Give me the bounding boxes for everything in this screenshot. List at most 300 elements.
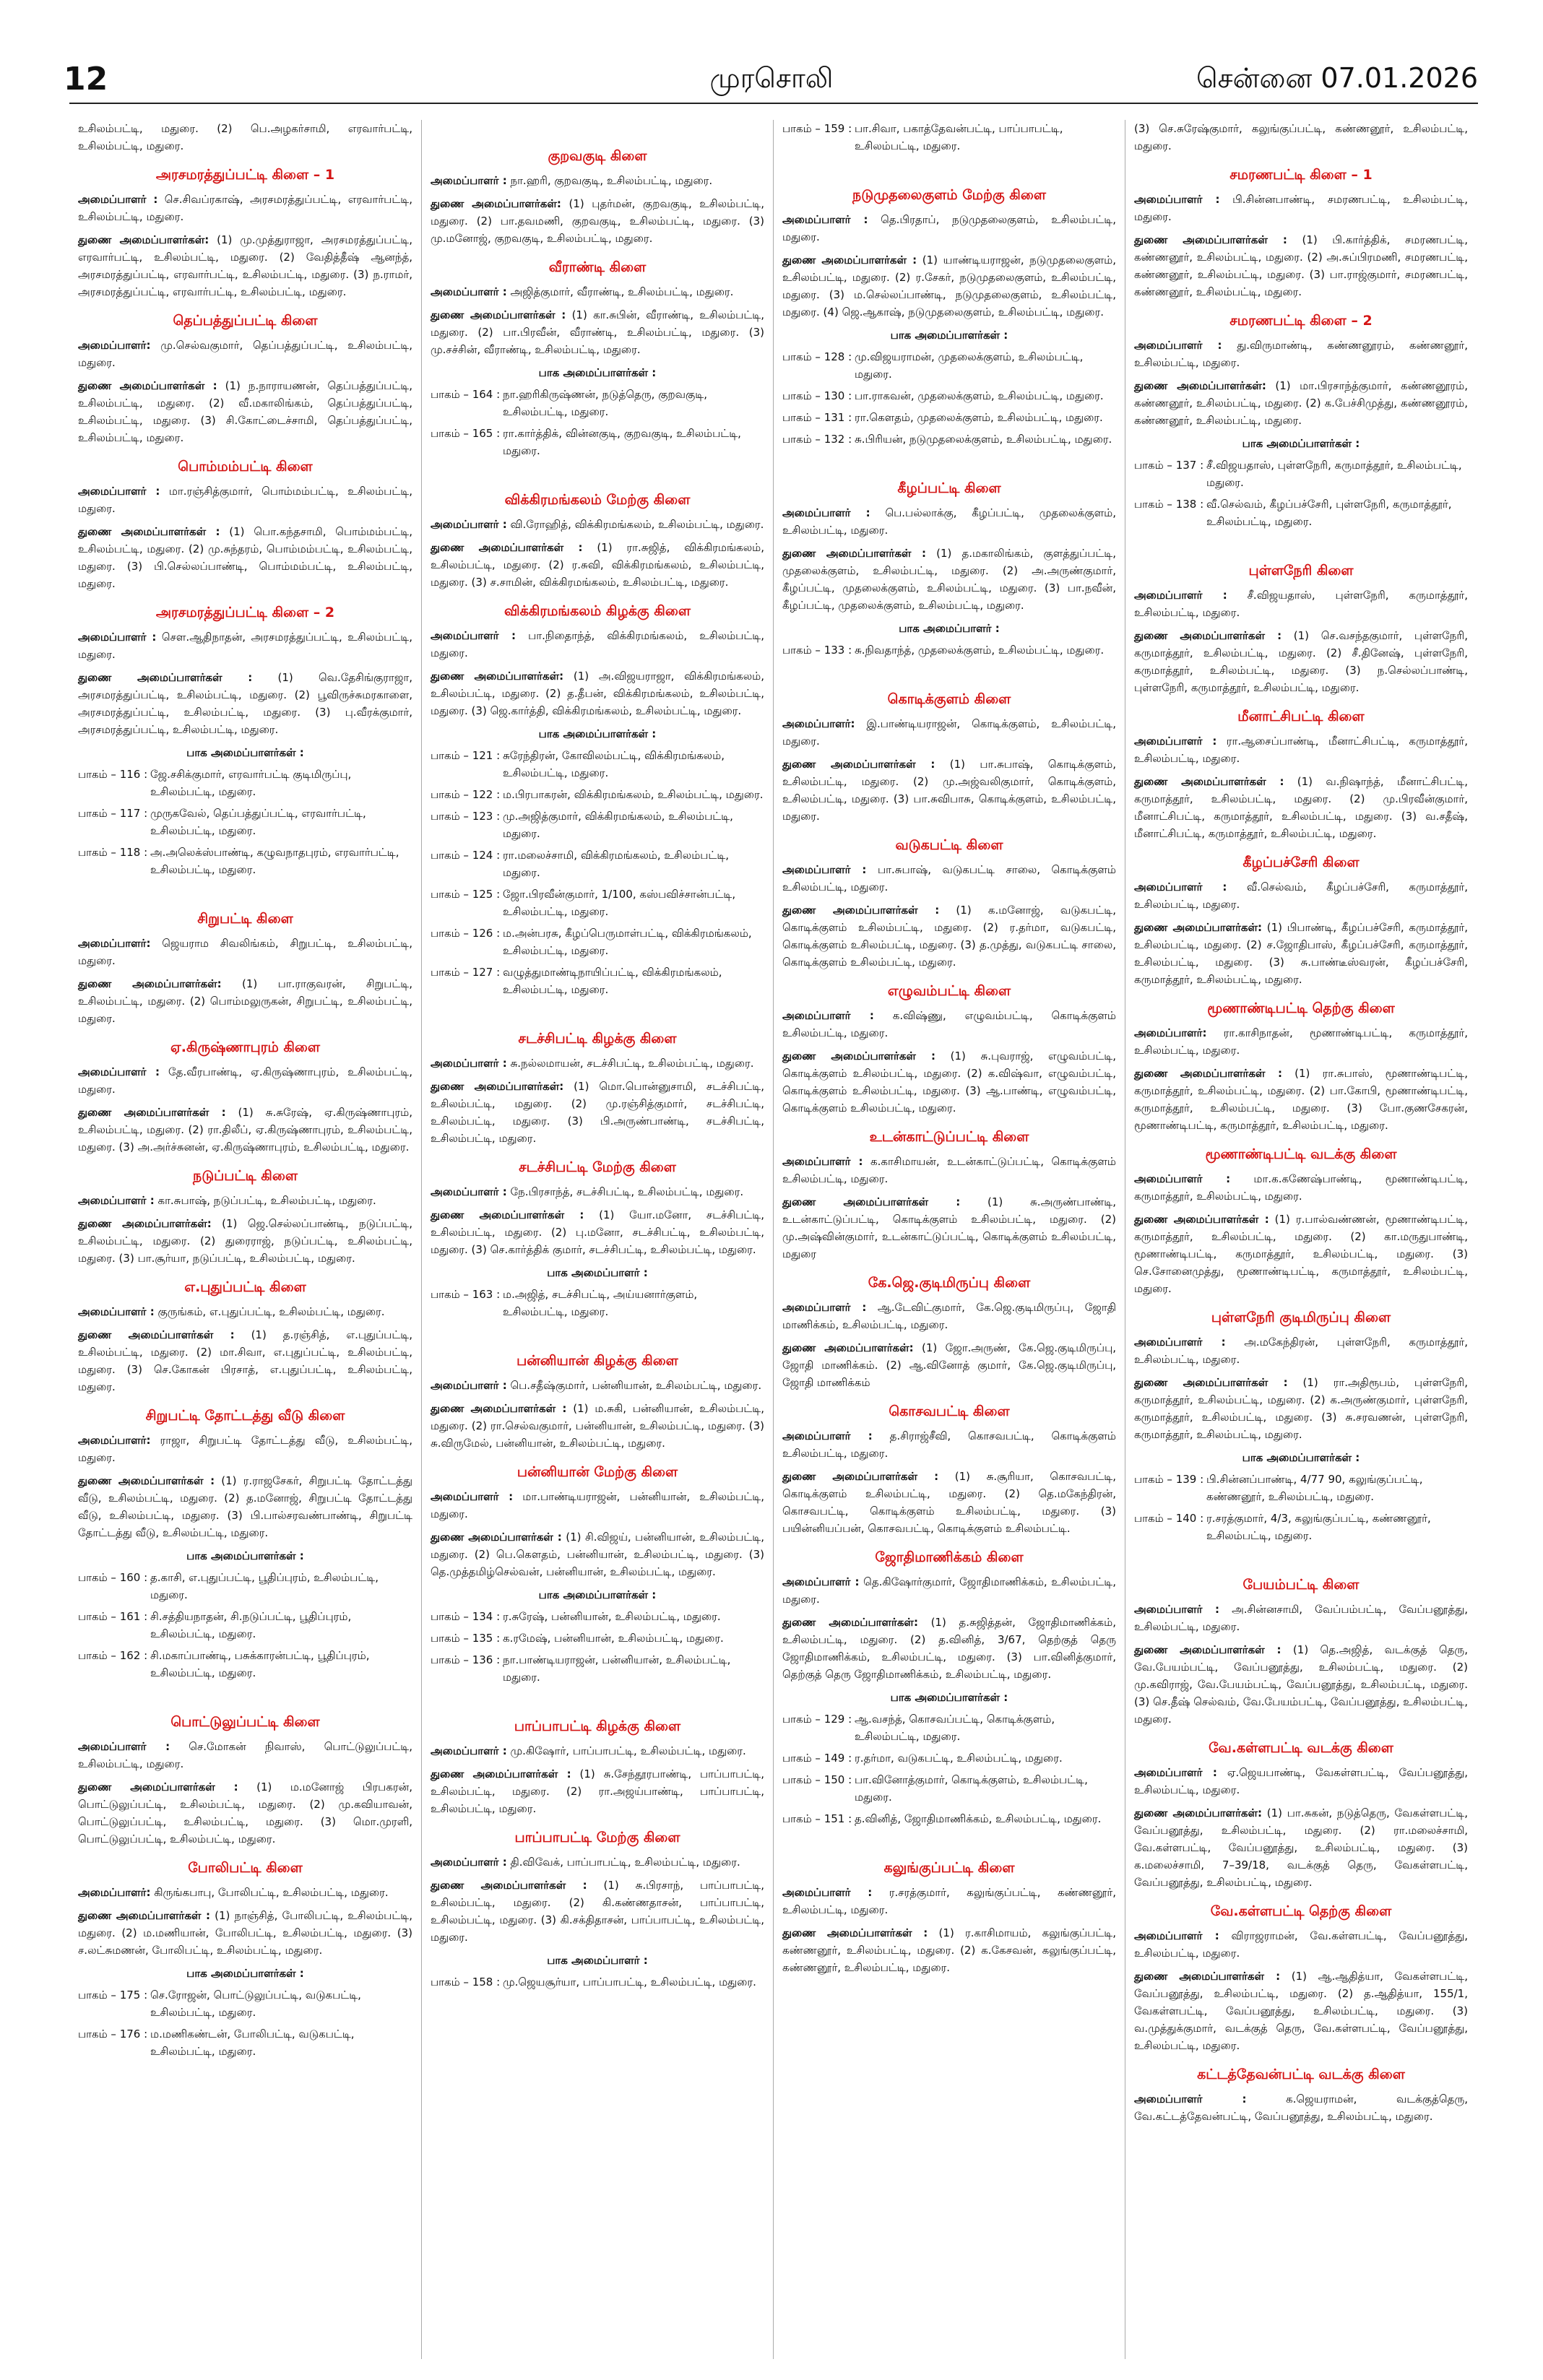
entry-text: பா.சுபாஷ், வடுகபட்டி சாலை, கொடிக்குளம் உசிலம்பட்டி, மதுரை. bbox=[782, 863, 1116, 893]
branch-heading: பொட்டுலுப்பட்டி கிளை bbox=[170, 1714, 320, 1730]
entry-text: தெ.பிரதாப், நடுமுதலைகுளம், உசிலம்பட்டி, மதுரை. bbox=[782, 213, 1116, 243]
role-label: அமைப்பாளர் : bbox=[431, 1490, 514, 1503]
branch-heading: வே.கள்ளபட்டி தெற்கு கிளை bbox=[1210, 1903, 1392, 1919]
entry-paragraph bbox=[1134, 878, 1468, 913]
entry-text: (1) சி.விஜய், பன்னியான், உசிலம்பட்டி, மதுரை. (2) பெ.கௌதம், பன்னியான், உசிலம்பட்டி, மதுரை. (3) தெ.முத்தமிழ்செல்வன், பன்னியான், உசிலம்பட்டி, மதுரை. bbox=[431, 1531, 764, 1578]
entry-text: (1) ந.நாராயணன், தெப்பத்துப்பட்டி, உசிலம்பட்டி, மதுரை. (2) வீ.மகாலிங்கம், தெப்பத்துப்பட்டி, உசிலம்பட்டி, மதுரை. (3) சி.கோட்டைச்சாமி, தெப்பத்துப்பட்டி, உசிலம்பட்டி, மதுரை. bbox=[78, 379, 412, 444]
booth-organizer: செ.ரோஜன், பொட்டுலுப்பட்டி, வடுகபட்டி, உசிலம்பட்டி, மதுரை. bbox=[150, 1989, 361, 2019]
entry-text: தே.வீரபாண்டி, ஏ.கிருஷ்ணாபுரம், உசிலம்பட்டி, மதுரை. bbox=[78, 1065, 412, 1096]
entry-text: (1) ர.காசிமாயம், கலுங்குப்பட்டி, கண்ணனூர், உசிலம்பட்டி, மதுரை. (2) க.கேசவன், கலுங்குப்பட்டி, கண்ணனூர், உசிலம்பட்டி, மதுரை. bbox=[782, 1926, 1116, 1974]
entry-paragraph bbox=[1134, 1968, 1468, 2054]
booth-organizer: பி.சின்னப்பாண்டி, 4/77 90, கலுங்குப்பட்டி, கண்ணனூர், உசிலம்பட்டி, மதுரை. bbox=[1206, 1473, 1423, 1503]
entry-text: நா.ஹரி, குறவகுடி, உசிலம்பட்டி, மதுரை. bbox=[506, 174, 713, 187]
entry-text: வீ.செல்வம், கீழப்பச்சேரி, கருமாத்தூர், உசிலம்பட்டி, மதுரை. bbox=[1134, 880, 1468, 911]
role-label: அமைப்பாளர் : bbox=[1134, 193, 1220, 206]
entry-text: ராஜா, சிறுபட்டி தோட்டத்து வீடு, உசிலம்பட்டி, மதுரை. bbox=[78, 1434, 412, 1464]
booth-organizer: ர.தர்மா, வடுகபட்டி, உசிலம்பட்டி, மதுரை. bbox=[855, 1752, 1063, 1765]
booth-entry bbox=[782, 641, 1116, 659]
entry-text: மு.செல்வகுமார், தெப்பத்துப்பட்டி, உசிலம்பட்டி, மதுரை. bbox=[78, 339, 412, 369]
booth-organizer: சு.பிரியன், நடுமுதலைக்குளம், உசிலம்பட்டி, மதுரை. bbox=[855, 433, 1112, 446]
booth-number: பாகம் – 139 : bbox=[1134, 1473, 1204, 1486]
role-label: துணை அமைப்பாளர்கள் : bbox=[782, 547, 927, 560]
booth-number: பாகம் – 123 : bbox=[431, 810, 501, 823]
booth-number: பாகம் – 175 : bbox=[78, 1989, 148, 2002]
booth-entry bbox=[782, 120, 1116, 155]
role-label: துணை அமைப்பாளர்கள் : bbox=[431, 1208, 584, 1221]
role-label: துணை அமைப்பாளர்கள் : bbox=[78, 525, 220, 538]
entry-paragraph bbox=[431, 1528, 764, 1580]
booth-entry bbox=[782, 1771, 1116, 1806]
entry-paragraph bbox=[782, 1468, 1116, 1537]
spacer bbox=[782, 159, 1116, 175]
entry-text: செ.சிவப்ரகாஷ், அரசமரத்துப்பட்டி, எரவார்பட்டி, உசிலம்பட்டி, மதுரை. bbox=[78, 193, 412, 223]
entry-text: (1) அ.விஜயராஜா, விக்கிரமங்கலம், உசிலம்பட்டி, மதுரை. (2) த.தீபன், விக்கிரமங்கலம், உசிலம்பட்டி, மதுரை. (3) ஜெ.கார்த்தி, விக்கிரமங்கலம், உசிலம்பட்டி, மதுரை. bbox=[431, 670, 765, 717]
entry-paragraph bbox=[431, 1853, 764, 1871]
entry-text: (1) த.ரஞ்சித், எ.புதுப்பட்டி, உசிலம்பட்டி, மதுரை. (2) மா.சிவா, எ.புதுப்பட்டி, உசிலம்பட்டி, மதுரை. (3) செ.கோகன் பிரசாத், எ.புதுப்பட்டி, உசிலம்பட்டி, மதுரை. bbox=[78, 1328, 412, 1393]
entry-paragraph bbox=[1134, 1024, 1468, 1059]
booth-entry bbox=[431, 964, 764, 998]
entry-paragraph bbox=[782, 504, 1116, 539]
booth-number: பாகம் – 121 : bbox=[431, 749, 501, 762]
entry-text: (1) சு.புவராஜ், எழுவம்பட்டி, கொடிக்குளம் உசிலம்பட்டி, மதுரை. (2) க.விஷ்வா, எழுவம்பட்டி, கொடிக்குளம் உசிலம்பட்டி, மதுரை. (3) ஆ.பாண்டி, எழுவம்பட்டி, கொடிக்குளம் உசிலம்பட்டி, மதுரை. bbox=[782, 1050, 1116, 1115]
entry-paragraph bbox=[431, 1206, 764, 1258]
branch-heading: பாப்பாபட்டி கிழக்கு கிளை bbox=[514, 1718, 681, 1734]
booth-organizer: ஜோ.பிரவீன்குமார், 1/100, கஸ்பவிச்சான்பட்டி, உசிலம்பட்டி, மதுரை. bbox=[503, 888, 736, 918]
page-number: 12 bbox=[64, 61, 108, 98]
branch-heading: ஏ.கிருஷ்ணாபுரம் கிளை bbox=[170, 1039, 321, 1055]
branch-heading: சிறுபட்டி தோட்டத்து வீடு கிளை bbox=[145, 1408, 345, 1424]
booth-organizer: பா.சிவா, பகாத்தேவன்பட்டி, பாப்பாபட்டி, உசிலம்பட்டி, மதுரை. bbox=[855, 122, 1063, 152]
booth-organizer: ம.அஜித், சடச்சிபட்டி, அய்யனார்குளம், உசிலம்பட்டி, மதுரை. bbox=[503, 1288, 698, 1318]
role-label: துணை அமைப்பாளர்கள்: bbox=[431, 670, 564, 683]
booth-number: பாகம் – 124 : bbox=[431, 849, 501, 862]
booth-number: பாகம் – 140 : bbox=[1134, 1512, 1204, 1525]
role-label: துணை அமைப்பாளர்கள் : bbox=[431, 308, 566, 321]
branch-heading: நடுமுதலைகுளம் மேற்கு கிளை bbox=[852, 187, 1046, 203]
entry-paragraph bbox=[782, 211, 1116, 246]
spacer bbox=[1134, 535, 1468, 550]
role-label: துணை அமைப்பாளர்கள் : bbox=[782, 1195, 961, 1208]
entry-text: (1) மு.முத்துராஜா, அரசமரத்துப்பட்டி, எரவார்பட்டி, உசிலம்பட்டி, மதுரை. (2) வேதித்தீஷ் ஆனந்த், அரசமரத்துப்பட்டி, எரவார்பட்டி, உசிலம்பட்டி, மதுரை. (3) ந.ராமர், அரசமரத்துப்பட்டி, எரவார்பட்டி, உசிலம்பட்டி, மதுரை. bbox=[78, 233, 412, 298]
role-label: அமைப்பாளர் : bbox=[78, 485, 160, 498]
booth-entry bbox=[78, 766, 412, 800]
entry-paragraph bbox=[1134, 627, 1468, 696]
role-label: அமைப்பாளர் : bbox=[782, 1301, 867, 1314]
role-label: துணை அமைப்பாளர்கள் : bbox=[431, 1879, 587, 1892]
spacer bbox=[431, 1003, 764, 1018]
role-label: துணை அமைப்பாளர்கள்: bbox=[1134, 379, 1266, 392]
spacer bbox=[431, 1690, 764, 1706]
booth-organizer: மு.அஜித்குமார், விக்கிரமங்கலம், உசிலம்பட்டி, மதுரை. bbox=[503, 810, 733, 840]
entry-text: ஏ.ஜெயபாண்டி, வேகள்ளபட்டி, வேப்பனூத்து, உசிலம்பட்டி, மதுரை. bbox=[1134, 1766, 1468, 1796]
booth-number: பாகம் – 117 : bbox=[78, 807, 148, 820]
role-label: துணை அமைப்பாளர்கள் : bbox=[1134, 1376, 1288, 1389]
role-label: அமைப்பாளர் : bbox=[1134, 339, 1222, 352]
role-label: அமைப்பாளர் : bbox=[1134, 1929, 1219, 1942]
entry-paragraph bbox=[78, 1472, 412, 1541]
booth-entry bbox=[782, 430, 1116, 448]
branch-heading: மீனாட்சிபட்டி கிளை bbox=[1237, 709, 1365, 724]
role-label: அமைப்பாளர் : bbox=[782, 1009, 874, 1022]
entry-text: (1) ஜெ.செல்லப்பாண்டி, நடுப்பட்டி, உசிலம்பட்டி, மதுரை. (2) துரைராஜ், நடுப்பட்டி, உசிலம்பட்டி, மதுரை. (3) பா.சூர்யா, நடுப்பட்டி, உசிலம்பட்டி, மதுரை. bbox=[78, 1217, 412, 1265]
entry-text: (1) ர.பால்வண்ணன், மூணாண்டிபட்டி, கருமாத்தூர், உசிலம்பட்டி, மதுரை. (2) கா.மருதுபாண்டி, மூணாண்டிபட்டி, கருமாத்தூர், உசிலம்பட்டி, மதுரை. (3) செ.சோனைமுத்து, மூணாண்டிபட்டி, கருமாத்தூர், உசிலம்பட்டி, மதுரை. bbox=[1134, 1213, 1468, 1295]
branch-heading: கீழப்பட்டி கிளை bbox=[897, 480, 1001, 496]
role-label: துணை அமைப்பாளர்கள் : bbox=[1134, 629, 1282, 642]
entry-text: தெ.கிஷோர்குமார், ஜோதிமாணிக்கம், உசிலம்பட்டி, மதுரை. bbox=[782, 1575, 1116, 1606]
entry-paragraph bbox=[1134, 732, 1468, 767]
entry-text: த.சிராஜ்சீவி, கொசவபட்டி, கொடிக்குளம் உசிலம்பட்டி, மதுரை. bbox=[782, 1429, 1116, 1460]
column-1 bbox=[69, 120, 421, 2359]
role-label: அமைப்பாளர் : bbox=[1134, 1172, 1231, 1185]
entry-paragraph bbox=[782, 1007, 1116, 1042]
branch-heading: கொடிக்குளம் கிளை bbox=[887, 691, 1011, 707]
role-label: அமைப்பாளர் : bbox=[431, 174, 507, 187]
entry-paragraph bbox=[782, 1924, 1116, 1976]
entry-text: (1) புதர்மன், குறவகுடி, உசிலம்பட்டி, மதுரை. (2) பா.தவமணி, குறவகுடி, உசிலம்பட்டி, மதுரை. (3) மு.மனோஜ், குறவகுடி, உசிலம்பட்டி, மதுரை. bbox=[431, 197, 764, 245]
entry-paragraph bbox=[782, 861, 1116, 896]
booth-organizer: வீ.செல்வம், கீழப்பச்சேரி, புள்ளநேரி, கருமாத்தூர், உசிலம்பட்டி, மதுரை. bbox=[1206, 498, 1452, 528]
booth-number: பாகம் – 126 : bbox=[431, 927, 501, 940]
booth-entry bbox=[431, 808, 764, 842]
booth-number: பாகம் – 161 : bbox=[78, 1610, 148, 1623]
booth-entry bbox=[782, 1710, 1116, 1745]
role-label: அமைப்பாளர் : bbox=[431, 629, 517, 642]
booth-organizer: நா.பாண்டியராஜன், பன்னியான், உசிலம்பட்டி, மதுரை. bbox=[503, 1653, 731, 1684]
entry-paragraph bbox=[78, 1192, 412, 1209]
branch-heading: விக்கிரமங்கலம் மேற்கு கிளை bbox=[504, 492, 691, 508]
booth-organizer: பா.ராகவன், முதலைக்குளம், உசிலம்பட்டி, மதுரை. bbox=[855, 389, 1104, 402]
entry-paragraph bbox=[431, 1488, 764, 1523]
booth-entry bbox=[1134, 1471, 1468, 1505]
entry-text: து.விருமாண்டி, கண்ணனூரம், கண்ணனூர், உசிலம்பட்டி, மதுரை. bbox=[1134, 339, 1468, 369]
spacer bbox=[1134, 1549, 1468, 1565]
spacer bbox=[78, 1686, 412, 1702]
role-label: அமைப்பாளர் : bbox=[431, 1057, 507, 1070]
role-label: துணை அமைப்பாளர்கள் : bbox=[78, 1106, 226, 1119]
role-label: துணை அமைப்பாளர்கள் : bbox=[1134, 1213, 1269, 1226]
booth-number: பாகம் – 118 : bbox=[78, 846, 148, 859]
booth-entry bbox=[431, 425, 764, 459]
section-subheading: பாக அமைப்பாளர்கள் : bbox=[186, 1549, 304, 1562]
booth-number: பாகம் – 138 : bbox=[1134, 498, 1204, 511]
role-label: துணை அமைப்பாளர்கள் : bbox=[78, 1780, 238, 1793]
entry-text: க.காசிமாயன், உடன்காட்டுப்பட்டி, கொடிக்குளம் உசிலம்பட்டி, மதுரை. bbox=[782, 1155, 1116, 1185]
booth-organizer: முருகவேல், தெப்பத்துப்பட்டி, எரவார்பட்டி, உசிலம்பட்டி, மதுரை. bbox=[150, 807, 366, 837]
booth-organizer: ர.சரத்குமார், 4/3, கலுங்குப்பட்டி, கண்ணனூர், உசிலம்பட்டி, மதுரை. bbox=[1206, 1512, 1431, 1542]
entry-text: மா.ரஞ்சித்குமார், பொம்மம்பட்டி, உசிலம்பட்டி, மதுரை. bbox=[78, 485, 412, 515]
entry-paragraph bbox=[78, 935, 412, 969]
branch-heading: பன்னியான் மேற்கு கிளை bbox=[517, 1464, 678, 1480]
booth-entry bbox=[782, 348, 1116, 383]
entry-text: பெ.பல்லாக்கு, கீழப்பட்டி, முதலைக்குளம், உசிலம்பட்டி, மதுரை. bbox=[782, 506, 1116, 537]
entry-paragraph bbox=[78, 1063, 412, 1098]
role-label: துணை அமைப்பாளர்கள்: bbox=[431, 197, 561, 210]
role-label: அமைப்பாளர் : bbox=[78, 1305, 155, 1318]
booth-organizer: வழுத்துமாண்டிநாயிப்பட்டி, விக்கிரமங்கலம், உசிலம்பட்டி, மதுரை. bbox=[503, 966, 722, 996]
entry-text: (1) பா.ராகுவரன், சிறுபட்டி, உசிலம்பட்டி, மதுரை. (2) பொம்மலுருகன், சிறுபட்டி, உசிலம்பட்டி, மதுரை. bbox=[78, 977, 412, 1025]
section-subheading: பாக அமைப்பாளர்கள் : bbox=[186, 746, 304, 759]
entry-paragraph bbox=[431, 1877, 764, 1946]
entry-paragraph bbox=[431, 1400, 764, 1452]
booth-number: பாகம் – 160 : bbox=[78, 1571, 148, 1584]
entry-text: (1) ம.மனோஜ் பிரபகரன், பொட்டுலுப்பட்டி, உசிலம்பட்டி, மதுரை. (2) மு.கவியாவன், பொட்டுலுப்பட்டி, உசிலம்பட்டி, மதுரை. (3) மொ.முரளி, பொட்டுலுப்பட்டி, உசிலம்பட்டி, மதுரை. bbox=[78, 1780, 412, 1845]
branch-heading: கலுங்குப்பட்டி கிளை bbox=[883, 1860, 1015, 1876]
entry-text: கிருங்கபாபு, போலிபட்டி, உசிலம்பட்டி, மதுரை. bbox=[150, 1886, 389, 1899]
entry-paragraph bbox=[431, 195, 764, 247]
booth-entry bbox=[431, 1973, 764, 1991]
entry-text: பி.சின்னபாண்டி, சமரணபட்டி, உசிலம்பட்டி, மதுரை. bbox=[1134, 193, 1468, 223]
booth-organizer: ம.பிரபாகரன், விக்கிரமங்கலம், உசிலம்பட்டி, மதுரை. bbox=[503, 788, 764, 801]
entry-paragraph bbox=[782, 1427, 1116, 1462]
branch-heading: வீராண்டி கிளை bbox=[548, 259, 647, 275]
role-label: அமைப்பாளர் : bbox=[78, 1194, 155, 1207]
booth-organizer: மு.விஜயராமன், முதலைக்குளம், உசிலம்பட்டி, மதுரை. bbox=[855, 350, 1084, 381]
booth-organizer: நா.ஹரிகிருஷ்ணன், நடுத்தெரு, குறவகுடி, உசிலம்பட்டி, மதுரை. bbox=[503, 388, 707, 418]
branch-heading: மூணாண்டிபட்டி வடக்கு கிளை bbox=[1205, 1146, 1397, 1162]
entry-text: அ.மகேந்திரன், புள்ளநேரி, கருமாத்தூர், உசிலம்பட்டி, மதுரை. bbox=[1134, 1336, 1468, 1366]
booth-number: பாகம் – 158 : bbox=[431, 1976, 501, 1989]
entry-text: (1) பா.சுபாஷ், கொடிக்குளம், உசிலம்பட்டி, மதுரை. (2) மு.அஜ்வலிகுமார், கொடிக்குளம், உசிலம்பட்டி, மதுரை. (3) பா.சுவிபாசு, கொடிக்குளம், உசிலம்பட்டி, மதுரை. bbox=[782, 758, 1116, 823]
booth-number: பாகம் – 132 : bbox=[782, 433, 852, 446]
entry-paragraph bbox=[1134, 1211, 1468, 1297]
booth-entry bbox=[782, 409, 1116, 426]
entry-text: (1) சு.பிரசாந், பாப்பாபட்டி, உசிலம்பட்டி, மதுரை. (2) கி.கண்ணதாசன், பாப்பாபட்டி, உசிலம்பட்டி, மதுரை. (3) கி.சக்திதாசன், பாப்பாபட்டி, உசிலம்பட்டி, மதுரை. bbox=[431, 1879, 764, 1944]
role-label: அமைப்பாளர் : bbox=[431, 1379, 507, 1392]
entry-text: சு.நல்லமாயன், சடச்சிபட்டி, உசிலம்பட்டி, மதுரை. bbox=[506, 1057, 754, 1070]
role-label: அமைப்பாளர் : bbox=[782, 863, 867, 876]
entry-text: கா.சுபாஷ், நடுப்பட்டி, உசிலம்பட்டி, மதுரை. bbox=[154, 1194, 376, 1207]
booth-entry bbox=[78, 2025, 412, 2060]
entry-paragraph bbox=[782, 715, 1116, 750]
booth-organizer: ரா.கார்த்திக், வின்னகுடி, குறவகுடி, உசிலம்பட்டி, மதுரை. bbox=[503, 427, 741, 457]
booth-number: பாகம் – 135 : bbox=[431, 1632, 501, 1645]
booth-entry bbox=[431, 386, 764, 420]
booth-entry bbox=[431, 1651, 764, 1686]
booth-entry bbox=[431, 747, 764, 782]
entry-text: ஜெயராம சிவலிங்கம், சிறுபட்டி, உசிலம்பட்டி, மதுரை. bbox=[78, 937, 412, 967]
article-columns bbox=[69, 120, 1478, 2359]
entry-text: (1) த.மகாலிங்கம், குளத்துப்பட்டி, முதலைக்குளம், உசிலம்பட்டி, மதுரை. (2) அ.அருண்குமார், கீழப்பட்டி, முதலைக்குளம், உசிலம்பட்டி, மதுரை. (3) பா.நவீன், கீழப்பட்டி, முதலைக்குளம், உசிலம்பட்டி, மதுரை. bbox=[782, 547, 1116, 612]
entry-paragraph bbox=[1134, 1170, 1468, 1205]
section-subheading: பாக அமைப்பாளர்கள் : bbox=[538, 366, 657, 379]
booth-entry bbox=[78, 1647, 412, 1682]
branch-heading: எழுவம்பட்டி கிளை bbox=[887, 983, 1011, 999]
booth-organizer: சுரேந்திரன், கோவிலம்பட்டி, விக்கிரமங்கலம், உசிலம்பட்டி, மதுரை. bbox=[503, 749, 725, 779]
role-label: அமைப்பாளர் : bbox=[431, 285, 507, 298]
entry-text: சீ.விஜயதாஸ், புள்ளநேரி, கருமாத்தூர், உசிலம்பட்டி, மதுரை. bbox=[1134, 589, 1468, 619]
entry-paragraph bbox=[782, 1299, 1116, 1333]
entry-paragraph bbox=[78, 337, 412, 371]
entry-paragraph bbox=[782, 545, 1116, 614]
branch-heading: புள்ளநேரி கிளை bbox=[1248, 563, 1354, 579]
role-label: துணை அமைப்பாளர்கள் : bbox=[1134, 233, 1287, 246]
role-label: துணை அமைப்பாளர்கள் : bbox=[78, 671, 253, 684]
booth-entry bbox=[78, 1569, 412, 1604]
branch-heading: உடன்காட்டுப்பட்டி கிளை bbox=[869, 1129, 1029, 1145]
spacer bbox=[78, 883, 412, 899]
booth-organizer: ம.அன்பரசு, கீழப்பெருமாள்பட்டி, விக்கிரமங்கலம், உசிலம்பட்டி, மதுரை. bbox=[503, 927, 752, 957]
role-label: துணை அமைப்பாளர்கள் : bbox=[431, 1402, 567, 1415]
entry-paragraph bbox=[1134, 2090, 1468, 2125]
entry-text: வி.ரோஹித், விக்கிரமங்கலம், உசிலம்பட்டி, மதுரை. bbox=[506, 518, 764, 531]
column-2 bbox=[421, 120, 773, 2359]
booth-number: பாகம் – 137 : bbox=[1134, 459, 1204, 472]
section-subheading: பாக அமைப்பாளர்கள் : bbox=[1242, 1451, 1360, 1464]
booth-entry bbox=[782, 1749, 1116, 1767]
role-label: அமைப்பாளர் : bbox=[78, 193, 158, 206]
role-label: அமைப்பாளர்: bbox=[78, 339, 151, 352]
spacer bbox=[431, 1325, 764, 1341]
role-label: அமைப்பாளர் : bbox=[782, 1155, 863, 1168]
entry-text: ர.சரத்குமார், கலுங்குப்பட்டி, கண்ணனூர், உசிலம்பட்டி, மதுரை. bbox=[782, 1886, 1116, 1916]
entry-paragraph bbox=[782, 1193, 1116, 1263]
entry-paragraph bbox=[431, 667, 764, 719]
entry-text: (1) சு.அருண்பாண்டி, உடன்காட்டுப்பட்டி, கொடிக்குளம் உசிலம்பட்டி, மதுரை. (2) மு.அஷ்வின்குமார், உடன்காட்டுப்பட்டி, கொடிக்குளம் உசிலம்பட்டி, மதுரை bbox=[782, 1195, 1116, 1260]
branch-heading: சடச்சிபட்டி கிழக்கு கிளை bbox=[518, 1031, 677, 1047]
section-subheading: பாக அமைப்பாளர் : bbox=[547, 1266, 648, 1279]
booth-number: பாகம் – 149 : bbox=[782, 1752, 852, 1765]
role-label: துணை அமைப்பாளர்கள் : bbox=[1134, 1970, 1281, 1983]
entry-text: (1) நாஞ்சித், போலிபட்டி, உசிலம்பட்டி, மதுரை. (2) ம.மணியான், போலிபட்டி, உசிலம்பட்டி, மதுரை. (3) ச.லட்சுமணன், போலிபட்டி, உசிலம்பட்டி, மதுரை. bbox=[78, 1909, 412, 1957]
entry-text: ரா.ஆசைப்பாண்டி, மீனாட்சிபட்டி, கருமாத்தூர், உசிலம்பட்டி, மதுரை. bbox=[1134, 735, 1468, 765]
entry-paragraph bbox=[1134, 377, 1468, 429]
entry-text: (1) தெ.அஜித், வடக்குத் தெரு, வே.பேயம்பட்டி, வேப்பனூத்து, உசிலம்பட்டி, மதுரை. (2) மு.கவிராஜ், வே.பேயம்பட்டி, வேப்பனூத்து, உசிலம்பட்டி, மதுரை. (3) செ.தீஷ் செல்வம், வே.பேயம்பட்டி, வேப்பனூத்து, உசிலம்பட்டி, மதுரை. bbox=[1134, 1643, 1468, 1726]
section-subheading: பாக அமைப்பாளர்கள் : bbox=[890, 329, 1008, 342]
branch-heading: நடுப்பட்டி கிளை bbox=[193, 1168, 298, 1184]
entry-paragraph bbox=[78, 483, 412, 517]
booth-number: பாகம் – 133 : bbox=[782, 644, 852, 657]
branch-heading: எ.புதுப்பட்டி கிளை bbox=[184, 1279, 306, 1295]
booth-number: பாகம் – 151 : bbox=[782, 1812, 852, 1825]
booth-organizer: ரா.கௌதம், முதலைக்குளம், உசிலம்பட்டி, மதுரை. bbox=[855, 411, 1103, 424]
page-header bbox=[0, 0, 1543, 101]
booth-number: பாகம் – 122 : bbox=[431, 788, 501, 801]
role-label: துணை அமைப்பாளர்கள் : bbox=[782, 1926, 928, 1939]
booth-number: பாகம் – 116 : bbox=[78, 768, 148, 781]
role-label: துணை அமைப்பாளர்கள்: bbox=[78, 1217, 212, 1230]
column-4 bbox=[1125, 120, 1477, 2359]
entry-text: இ.பாண்டியராஜன், கொடிக்குளம், உசிலம்பட்டி, மதுரை. bbox=[782, 717, 1116, 748]
role-label: துணை அமைப்பாளர்கள் : bbox=[78, 1909, 211, 1922]
entry-text: (1) பொ.கந்தசாமி, பொம்மம்பட்டி, உசிலம்பட்டி, மதுரை. (2) மு.சுந்தரம், பொம்மம்பட்டி, உசிலம்பட்டி, மதுரை. (3) பி.செல்லப்பாண்டி, பொம்மம்பட்டி, உசிலம்பட்டி, மதுரை. bbox=[78, 525, 412, 590]
role-label: அமைப்பாளர் : bbox=[78, 1065, 160, 1078]
entry-paragraph bbox=[782, 251, 1116, 321]
role-label: அமைப்பாளர் : bbox=[78, 631, 157, 644]
branch-heading: கொசவபட்டி கிளை bbox=[889, 1403, 1010, 1419]
entry-paragraph bbox=[431, 1183, 764, 1200]
entry-text: (1) ஜோ.அருண், கே.ஜெ.குடிமிருப்பு, ஜோதி மாணிக்கம். (2) ஆ.வினோத் குமார், கே.ஜெ.குடிமிருப்பு, ஜோதி மாணிக்கம் bbox=[782, 1341, 1116, 1389]
booth-entry bbox=[431, 1630, 764, 1647]
entry-paragraph bbox=[1134, 773, 1468, 842]
entry-paragraph bbox=[78, 1326, 412, 1395]
entry-text: (1) த.சுஜித்தன், ஜோதிமாணிக்கம், உசிலம்பட்டி, மதுரை. (2) த.வினித், 3/67, தெற்குத் தெரு ஜோதிமாணிக்கம், உசிலம்பட்டி, மதுரை. (3) பா.வினித்குமார், தெற்குத் தெரு ஜோதிமாணிக்கம், உசிலம்பட்டி, மதுரை. bbox=[782, 1616, 1116, 1681]
branch-heading: தெப்பத்துப்பட்டி கிளை bbox=[173, 313, 318, 329]
role-label: அமைப்பாளர் : bbox=[78, 1740, 170, 1753]
booth-entry bbox=[1134, 496, 1468, 530]
entry-text: க.விஷ்ணு, எழுவம்பட்டி, கொடிக்குளம் உசிலம்பட்டி, மதுரை. bbox=[782, 1009, 1116, 1039]
entry-paragraph bbox=[1134, 1374, 1468, 1443]
booth-organizer: த.காசி, எ.புதுப்பட்டி, பூதிப்புரம், உசிலம்பட்டி, மதுரை. bbox=[150, 1571, 379, 1601]
role-label: அமைப்பாளர் : bbox=[1134, 1766, 1217, 1779]
entry-paragraph bbox=[782, 1339, 1116, 1391]
entry-text: மு.கிஷோர், பாப்பாபட்டி, உசிலம்பட்டி, மதுரை. bbox=[506, 1744, 746, 1757]
branch-heading: சிறுபட்டி கிளை bbox=[197, 911, 293, 927]
role-label: அமைப்பாளர்: bbox=[78, 1434, 151, 1447]
entry-paragraph bbox=[782, 1884, 1116, 1918]
entry-text: விராஜராமன், வே.கள்ளபட்டி, வேப்பனூத்து, உசிலம்பட்டி, மதுரை. bbox=[1134, 1929, 1468, 1960]
booth-entry bbox=[431, 847, 764, 881]
branch-heading: பன்னியான் கிழக்கு கிளை bbox=[517, 1353, 678, 1369]
entry-paragraph bbox=[1134, 1333, 1468, 1368]
entry-text: (1) ரா.சுபாஸ், மூணாண்டிபட்டி, கருமாத்தூர், உசிலம்பட்டி, மதுரை. (2) பா.கோபி, மூணாண்டிபட்டி, கருமாத்தூர், உசிலம்பட்டி, மதுரை. (3) போ.குணசேகரன், மூணாண்டிபட்டி, கருமாத்தூர், உசிலம்பட்டி, மதுரை. bbox=[1134, 1067, 1468, 1132]
column-3 bbox=[773, 120, 1125, 2359]
entry-paragraph bbox=[782, 1614, 1116, 1683]
role-label: அமைப்பாளர் : bbox=[431, 1744, 507, 1757]
entry-paragraph bbox=[78, 1303, 412, 1320]
spacer bbox=[431, 464, 764, 480]
section-subheading: பாக அமைப்பாளர் : bbox=[899, 622, 1000, 635]
booth-number: பாகம் – 128 : bbox=[782, 350, 852, 363]
entry-paragraph bbox=[1134, 1641, 1468, 1728]
entry-paragraph bbox=[1134, 1065, 1468, 1134]
booth-entry bbox=[782, 387, 1116, 404]
branch-heading: கட்டத்தேவன்பட்டி வடக்கு கிளை bbox=[1197, 2067, 1405, 2082]
branch-heading: கீழப்பச்சேரி கிளை bbox=[1242, 854, 1360, 870]
role-label: அமைப்பாளர்: bbox=[78, 1886, 151, 1899]
entry-paragraph bbox=[431, 539, 764, 591]
booth-entry bbox=[431, 786, 764, 803]
entry-paragraph bbox=[782, 1153, 1116, 1187]
entry-text: (1) பா.சுகன், நடுத்தெரு, வேகள்ளபட்டி, வேப்பனூத்து, உசிலம்பட்டி, மதுரை. (2) ரா.மலைச்சாமி, வே.கள்ளபட்டி, வேப்பனூத்து, உசிலம்பட்டி, மதுரை. (3) க.மலைச்சாமி, 7–39/18, வடக்குத் தெரு, வேகள்ளபட்டி, வேப்பனூத்து, உசிலம்பட்டி, மதுரை. bbox=[1134, 1806, 1469, 1889]
spacer bbox=[782, 1832, 1116, 1848]
entry-text: (1) ஆ.ஆதித்யா, வேகள்ளபட்டி, வேப்பனூத்து, உசிலம்பட்டி, மதுரை. (2) த.ஆதித்யா, 155/1, வேகள்ளபட்டி, வேப்பனூத்து, உசிலம்பட்டி, மதுரை. (3) வ.முத்துக்குமார், வடக்குத் தெரு, வே.கள்ளபட்டி, வேப்பனூத்து, உசிலம்பட்டி, மதுரை. bbox=[1134, 1970, 1468, 2052]
branch-heading: புள்ளநேரி குடிமிருப்பு கிளை bbox=[1211, 1310, 1391, 1325]
booth-organizer: சீ.விஜயதாஸ், புள்ளநேரி, கருமாத்தூர், உசிலம்பட்டி, மதுரை. bbox=[1206, 459, 1462, 489]
entry-text: (1) சு.சேந்தூரபாண்டி, பாப்பாபட்டி, உசிலம்பட்டி, மதுரை. (2) ரா.அஜய்பாண்டி, பாப்பாபட்டி, உசிலம்பட்டி, மதுரை. bbox=[431, 1767, 764, 1815]
entry-paragraph bbox=[78, 975, 412, 1027]
role-label: துணை அமைப்பாளர்கள் : bbox=[782, 1050, 936, 1063]
entry-paragraph bbox=[431, 1377, 764, 1394]
branch-heading: குறவகுடி கிளை bbox=[548, 148, 647, 164]
entry-text: அ.சின்னசாமி, வேப்பம்பட்டி, வேப்பனூத்து, உசிலம்பட்டி, மதுரை. bbox=[1134, 1603, 1468, 1633]
entry-paragraph bbox=[78, 1907, 412, 1959]
role-label: அமைப்பாளர் : bbox=[782, 213, 868, 226]
role-label: அமைப்பாளர் : bbox=[1134, 735, 1217, 748]
entry-text: செ.மோகன் நிவாஸ், பொட்டுலுப்பட்டி, உசிலம்பட்டி, மதுரை. bbox=[78, 1740, 412, 1770]
branch-heading: மூணாண்டிபட்டி தெற்கு கிளை bbox=[1207, 1000, 1395, 1016]
role-label: துணை அமைப்பாளர்கள் : bbox=[782, 904, 940, 917]
role-label: துணை அமைப்பாளர்கள்: bbox=[78, 977, 222, 990]
role-label: துணை அமைப்பாளர்கள் : bbox=[1134, 775, 1284, 788]
role-label: துணை அமைப்பாளர்கள் : bbox=[1134, 1067, 1283, 1080]
entry-paragraph bbox=[1134, 231, 1468, 300]
entry-text: செள.ஆதிநாதன், அரசமரத்துப்பட்டி, உசிலம்பட்டி, மதுரை. bbox=[78, 631, 412, 661]
branch-heading: பேயம்பட்டி கிளை bbox=[1242, 1577, 1360, 1593]
booth-entry bbox=[782, 1810, 1116, 1827]
entry-text: (1) ர.ராஜசேகர், சிறுபட்டி தோட்டத்து வீடு, உசிலம்பட்டி, மதுரை. (2) த.மனோஜ், சிறுபட்டி தோட்டத்து வீடு, உசிலம்பட்டி, மதுரை. (3) பி.பால்சரவண்பாண்டி, சிறுபட்டி தோட்டத்து வீடு, உசிலம்பட்டி, மதுரை. bbox=[78, 1474, 412, 1539]
entry-paragraph bbox=[78, 1104, 412, 1156]
role-label: அமைப்பாளர் : bbox=[1134, 1336, 1226, 1349]
booth-organizer: ஆ.வசந்த், கொசவப்பட்டி, கொடிக்குளம், உசிலம்பட்டி, மதுரை. bbox=[855, 1713, 1055, 1743]
role-label: அமைப்பாளர் : bbox=[431, 1856, 507, 1869]
entry-paragraph bbox=[1134, 587, 1468, 621]
entry-text: (1) மொ.பொன்னுசாமி, சடச்சிபட்டி, உசிலம்பட்டி, மதுரை. (2) மு.ரஞ்சித்குமார், சடச்சிபட்டி, உசிலம்பட்டி, மதுரை. (3) பி.அருண்பாண்டி, சடச்சிபட்டி, உசிலம்பட்டி, மதுரை. bbox=[431, 1080, 765, 1145]
entry-paragraph bbox=[1134, 191, 1468, 225]
page-date: சென்னை 07.01.2026 bbox=[1196, 62, 1478, 94]
branch-heading: சடச்சிபட்டி மேற்கு கிளை bbox=[519, 1159, 676, 1175]
entry-text: மா.க.கணேஷ்பாண்டி, மூணாண்டிபட்டி, கருமாத்தூர், உசிலம்பட்டி, மதுரை. bbox=[1134, 1172, 1468, 1203]
entry-paragraph bbox=[78, 377, 412, 446]
